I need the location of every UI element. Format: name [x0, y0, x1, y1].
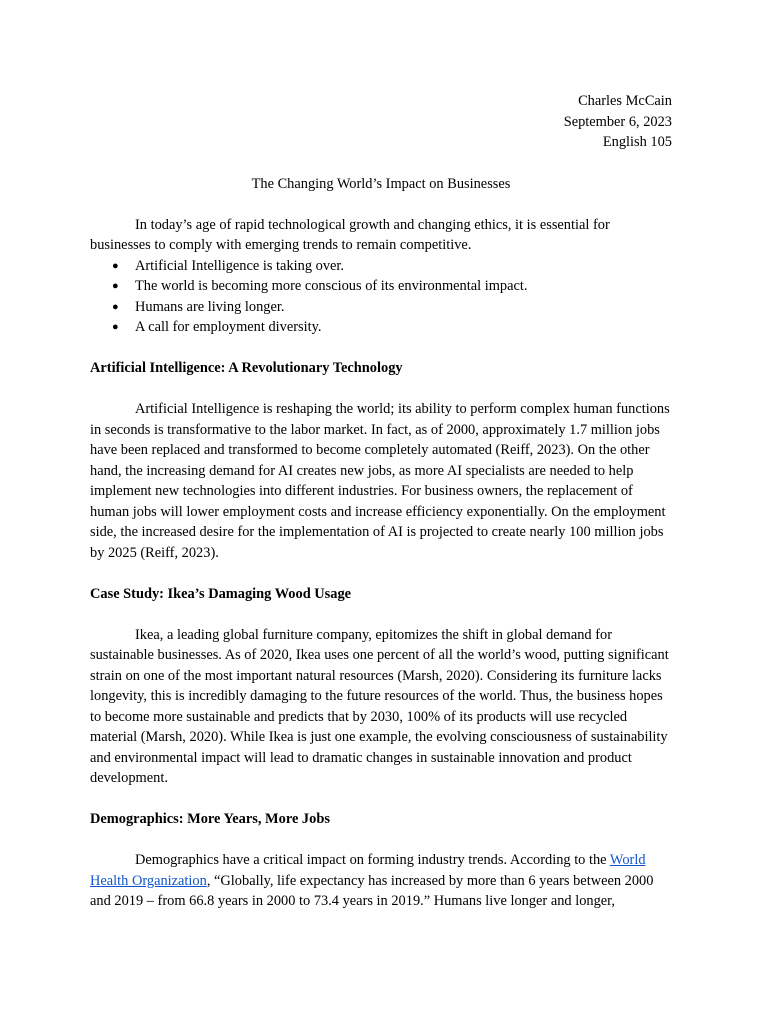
- section-heading-ikea: Case Study: Ikea’s Damaging Wood Usage: [90, 585, 352, 602]
- bullet-icon: ●: [112, 259, 119, 272]
- who-link[interactable]: World Health Organization: [90, 852, 646, 889]
- section-paragraph-ai: Artificial Intelligence is reshaping the world; its ability to perform complex human functions in seconds is transformative to the labor market. In fact, as of 2000, approximately 1.7 million jobs have been replaced and transformed to become completely automated (Reiff, 2023). On the other hand, the increasing demand for AI creates new jobs, as more AI specialists are needed to help implement new technologies into different industries. For business owners, the replacement of human jobs will lower employment costs and increase efficiency exponentially. On the employment side, the increased desire for the implementation of AI is projected to create nearly 100 million jobs by 2025 (Reiff, 2023).: [90, 401, 670, 561]
- intro-bullet-list: [90, 256, 672, 338]
- author-name: Charles McCain: [578, 93, 672, 109]
- section-paragraph-ikea: Ikea, a leading global furniture company, epitomizes the shift in global demand for sustainable businesses. As of 2020, Ikea uses one percent of all the world’s wood, putting significant strain on one of the most important natural resources (Marsh, 2020). Considering its furniture lacks longevity, this is incredibly damaging to the future resources of the world. Thus, the business hopes to become more sustainable and predicts that by 2030, 100% of its products will use recycled material (Marsh, 2020). While Ikea is just one example, the evolving consciousness of sustainability and environmental impact will lead to dramatic changes in sustainable innovation and product development.: [90, 626, 669, 786]
- bullet-icon: ●: [112, 300, 119, 313]
- list-item: [90, 317, 672, 338]
- bullet-text: Humans are living longer.: [135, 298, 285, 315]
- list-item: [90, 276, 672, 297]
- course-name: English 105: [602, 134, 672, 150]
- list-item: [90, 297, 672, 318]
- document-title: The Changing World’s Impact on Businesses: [251, 175, 511, 192]
- header-block: [90, 91, 672, 153]
- bullet-icon: ●: [112, 280, 119, 292]
- section-paragraph-demographics: [90, 850, 672, 912]
- paragraph-text-after-link: , “Globally, life expectancy has increased by more than 6 years between 2000 and 2019 – from 66.8 years in 2000 to 73.4 years in 2019.” Humans live longer and longer,: [90, 872, 654, 909]
- list-item: [90, 256, 672, 277]
- bullet-text: A call for employment diversity.: [135, 319, 322, 335]
- paragraph-text-before-link: Demographics have a critical impact on forming industry trends. According to the: [135, 852, 610, 868]
- bullet-text: The world is becoming more conscious of its environmental impact.: [135, 278, 528, 294]
- section-heading-demographics: Demographics: More Years, More Jobs: [90, 811, 330, 827]
- intro-paragraph: In today’s age of rapid technological growth and changing ethics, it is essential for businesses to comply with emerging trends to remain competitive.: [90, 216, 610, 253]
- bullet-text: Artificial Intelligence is taking over.: [135, 257, 344, 274]
- section-heading-ai: Artificial Intelligence: A Revolutionary Technology: [90, 360, 403, 376]
- bullet-icon: ●: [112, 321, 119, 333]
- document-date: September 6, 2023: [563, 113, 672, 130]
